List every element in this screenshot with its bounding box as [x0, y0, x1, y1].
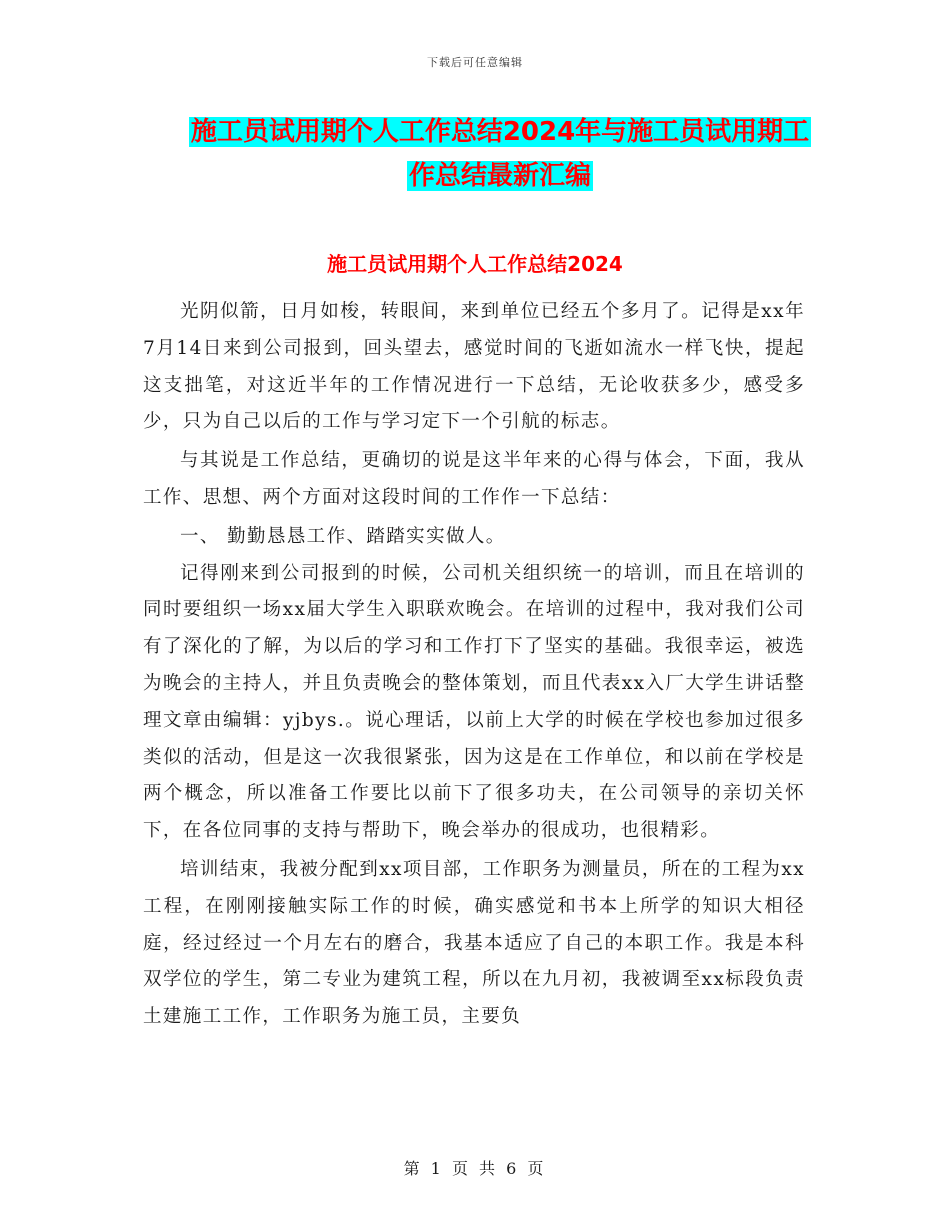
- document-title-line-1: 施工员试用期个人工作总结2024年与施工员试用期工: [190, 117, 810, 147]
- section-title: 施工员试用期个人工作总结2024: [327, 252, 623, 276]
- paragraph-assignment: 培训结束，我被分配到xx项目部，工作职务为测量员，所在的工程为xx工程，在刚刚接触实际工作的时候，确实感觉和书本上所学的知识大相径庭，经过经过一个月左右的磨合，我基本适应了自己的本职工作。我是本科双学位的学生，第二专业为建筑工程，所以在九月初，我被调至xx标段负责土建施工工作，工作职务为施工员，主要负: [143, 858, 805, 1028]
- paragraph-overview: 与其说是工作总结，更确切的说是这半年来的心得与体会，下面，我从工作、思想、两个方面对这段时间的工作作一下总结：: [143, 450, 805, 508]
- page-number: 第 1 页 共 6 页: [403, 1159, 547, 1178]
- paragraph-training: 记得刚来到公司报到的时候，公司机关组织统一的培训，而且在培训的同时要组织一场xx届大学生入职联欢晚会。在培训的过程中，我对我们公司有了深化的了解，为以后的学习和工作打下了坚实的基础。我很幸运，被选为晚会的主持人，并且负责晚会的整体策划，而且代表xx入厂大学生讲话整理文章由编辑：yjbys.。说心理话，以前上大学的时候在学校也参加过很多类似的活动，但是这一次我很紧张，因为这是在工作单位，和以前在学校是两个概念，所以准备工作要比以前下了很多功夫，在公司领导的亲切关怀下，在各位同事的支持与帮助下，晚会举办的很成功，也很精彩。: [143, 562, 805, 842]
- document-title: [140, 110, 860, 198]
- document-body: [143, 294, 805, 1038]
- paragraph-heading-one: 一、 勤勤恳恳工作、踏踏实实做人。: [180, 525, 506, 547]
- paragraph-intro: 光阴似箭，日月如梭，转眼间，来到单位已经五个多月了。记得是xx年7月14日来到公司报到，回头望去，感觉时间的飞逝如流水一样飞快，提起这支拙笔，对这近半年的工作情况进行一下总结，无论收获多少，感受多少，只为自己以后的工作与学习定下一个引航的标志。: [143, 301, 805, 433]
- header-note: 下载后可任意编辑: [427, 56, 523, 69]
- document-title-line-2: 作总结最新汇编: [408, 161, 591, 191]
